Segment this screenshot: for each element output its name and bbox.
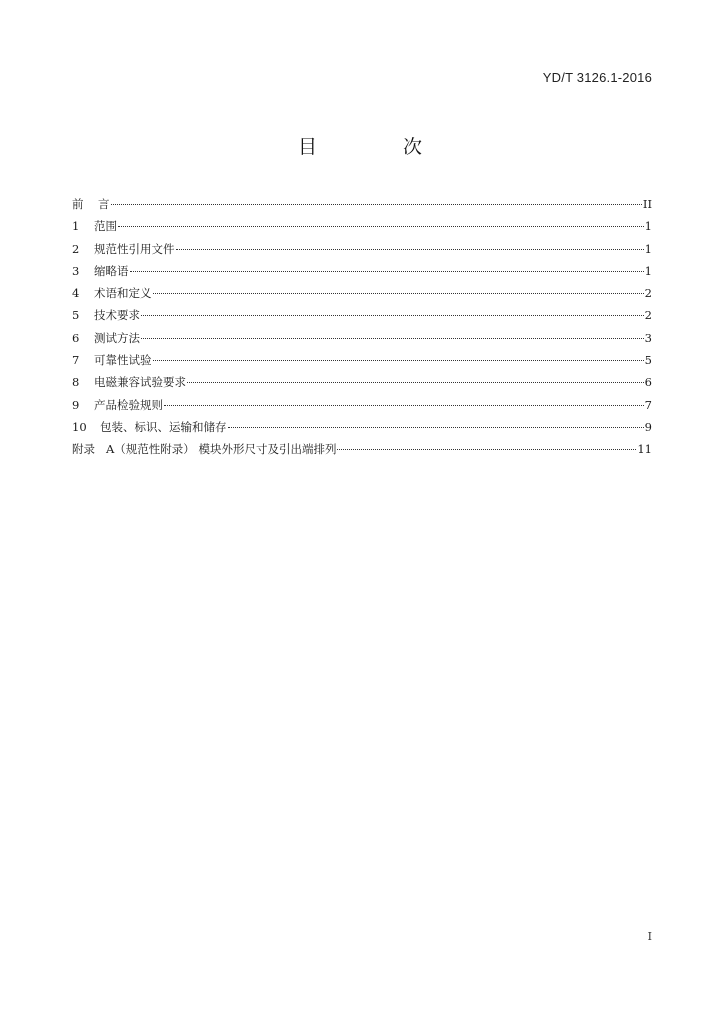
toc-entry-page: 5 [644,353,652,368]
toc-entry-page: 7 [644,397,652,412]
toc-entry-number: 9 [72,397,80,412]
toc-entry-label: 范围 [94,219,117,234]
toc-entry-page: 6 [644,375,652,390]
toc-leader-dots [176,249,644,250]
toc-entry-number: 1 [72,219,80,234]
toc-entry-number: 4 [72,286,80,301]
toc-entry-number: 6 [72,330,80,345]
toc-entry-label: 测试方法 [94,330,140,345]
toc-leader-dots [141,315,644,316]
toc-leader-dots [130,271,644,272]
toc-entry[interactable] [72,282,652,304]
toc-entry-page: 1 [644,241,652,256]
toc-leader-dots [111,204,642,205]
toc-entry-label: 技术要求 [94,308,140,323]
toc-leader-dots [228,427,644,428]
toc-entry-label: 术语和定义 [94,286,152,301]
toc-entry[interactable] [72,215,652,237]
toc-entry[interactable] [72,416,652,438]
toc-leader-dots [164,405,644,406]
toc-entry-label: 包装、标识、运输和储存 [100,419,227,434]
toc-entry[interactable] [72,349,652,371]
toc-entry[interactable] [72,371,652,393]
toc-entry-number: 8 [72,375,80,390]
toc-entry-page: II [642,197,652,211]
toc-entry-number: 7 [72,353,80,368]
toc-entry-page: 2 [644,286,652,301]
toc-entry-number: 2 [72,241,80,256]
toc-entry-page: 3 [644,330,652,345]
document-code: YD/T 3126.1-2016 [542,70,652,85]
toc-entry-page: 11 [637,442,652,457]
toc-entry-label: 言 [98,197,110,211]
toc-leader-dots [118,226,644,227]
toc-entry-page: 1 [644,263,652,278]
toc-leader-dots [153,360,644,361]
toc-entry[interactable] [72,260,652,282]
toc-entry-number: 10 [72,419,87,434]
toc-entry-page: 9 [644,419,652,434]
toc-entry-label: 缩略语 [94,263,129,278]
toc-entry-page: 1 [644,219,652,234]
toc-entry[interactable] [72,238,652,260]
toc-entry-appendix[interactable] [72,438,652,460]
toc-leader-dots [153,293,644,294]
toc-entry-number: 5 [72,308,80,323]
table-of-contents [72,193,652,461]
toc-entry[interactable] [72,304,652,326]
toc-title: 目 次 [297,136,463,158]
toc-entry-label: 可靠性试验 [94,353,152,368]
toc-entry-number: 附录 [72,442,95,457]
toc-entry-label: 产品检验规则 [94,397,163,412]
toc-leader-dots [187,382,644,383]
toc-leader-dots [337,449,636,450]
toc-entry-number: 3 [72,263,80,278]
toc-entry[interactable] [72,394,652,416]
toc-entry[interactable] [72,327,652,349]
toc-entry-page: 2 [644,308,652,323]
toc-entry-label: A（规范性附录） 模块外形尺寸及引出端排列 [106,442,337,457]
toc-entry-label: 电磁兼容试验要求 [94,375,186,390]
page-number: I [647,930,652,943]
toc-entry-number: 前 [72,197,84,211]
toc-entry-label: 规范性引用文件 [94,241,175,256]
toc-leader-dots [141,338,644,339]
toc-entry[interactable] [72,193,652,215]
